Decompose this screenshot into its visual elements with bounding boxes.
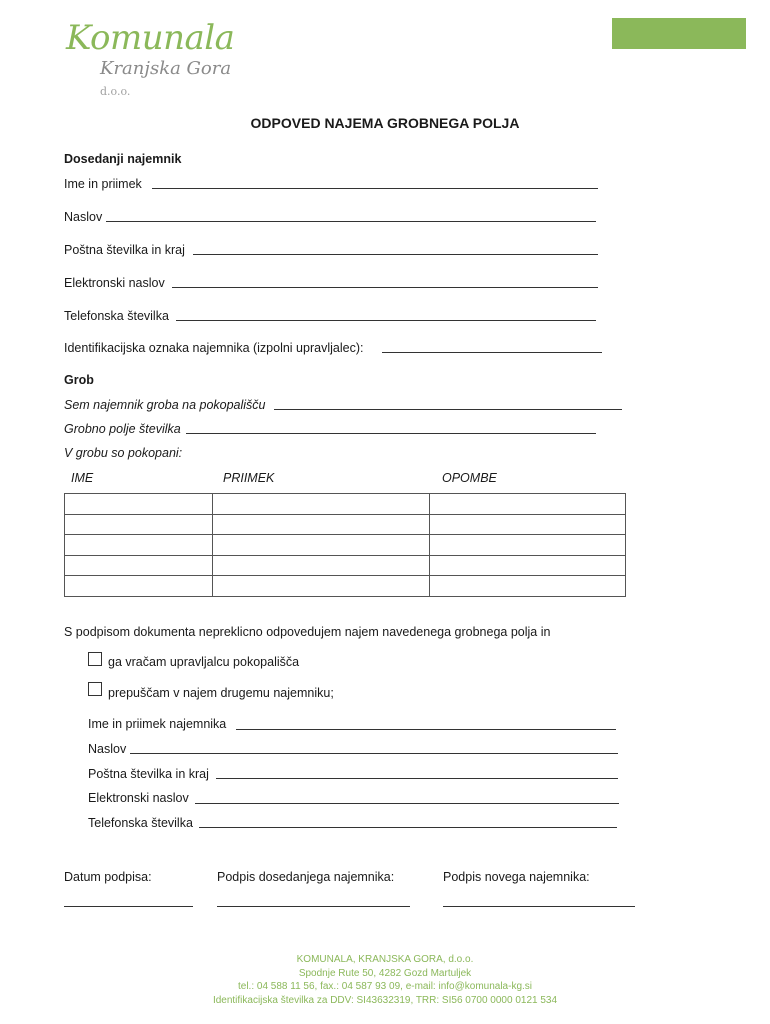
return-to-manager-checkbox[interactable] [88,652,102,666]
table-cell[interactable] [430,494,626,515]
new-field-label-address: Naslov [88,742,127,756]
field-line-tenant-id[interactable] [382,352,602,353]
footer-contact: tel.: 04 588 11 56, fax.: 04 587 93 09, e-mail: info@komunala-kg.si [237,981,533,992]
table-cell[interactable] [430,535,626,556]
new-field-line-email[interactable] [195,803,619,804]
field-label-phone: Telefonska številka [64,309,169,323]
table-cell[interactable] [65,535,213,556]
table-cell[interactable] [212,555,430,576]
option-return-label: ga vračam upravljalcu pokopališča [108,655,300,669]
field-line-address[interactable] [106,221,596,222]
table-cell[interactable] [65,514,213,535]
signature-date-line[interactable] [64,906,193,907]
new-field-line-postal[interactable] [216,778,618,779]
table-cell[interactable] [430,555,626,576]
new-field-line-address[interactable] [130,753,618,754]
section-current-tenant: Dosedanji najemnik [64,152,182,166]
field-label-address: Naslov [64,210,103,224]
statement-text: S podpisom dokumenta nepreklicno odpovedujem najem navedenega grobnega polja in [64,625,551,639]
table-cell[interactable] [212,514,430,535]
signature-current-line[interactable] [217,906,410,907]
logo-main-text: Komunala [66,18,235,58]
table-row [65,576,626,597]
footer-company-name: KOMUNALA, KRANJSKA GORA, d.o.o. [296,954,474,965]
table-row [65,555,626,576]
field-line-phone[interactable] [176,320,596,321]
table-row [65,535,626,556]
field-label-name: Ime in priimek [64,177,142,191]
signature-date-label: Datum podpisa: [64,870,152,884]
table-cell[interactable] [430,576,626,597]
field-label-buried: V grobu so pokopani: [64,446,183,460]
signature-new-label: Podpis novega najemnika: [443,870,590,884]
buried-persons-table [64,493,626,597]
table-cell[interactable] [65,494,213,515]
field-label-cemetery: Sem najemnik groba na pokopališču [64,398,266,412]
option-transfer-label: prepuščam v najem drugemu najemniku; [108,686,334,700]
field-line-postal[interactable] [193,254,598,255]
table-row [65,514,626,535]
new-field-label-name: Ime in priimek najemnika [88,717,227,731]
field-label-tenant-id: Identifikacijska oznaka najemnika (izpolni upravljalec): [64,341,364,355]
field-label-plot-number: Grobno polje številka [64,422,181,436]
table-cell[interactable] [65,555,213,576]
table-cell[interactable] [430,514,626,535]
field-line-plot-number[interactable] [186,433,596,434]
new-field-line-phone[interactable] [199,827,617,828]
header-accent-bar [612,18,746,49]
company-footer [0,953,770,1007]
field-line-cemetery[interactable] [274,409,622,410]
table-cell[interactable] [212,535,430,556]
signature-new-line[interactable] [443,906,635,907]
field-line-email[interactable] [172,287,598,288]
table-cell[interactable] [65,576,213,597]
table-header-surname: PRIIMEK [223,471,275,485]
field-label-postal: Poštna številka in kraj [64,243,185,257]
footer-address: Spodnje Rute 50, 4282 Gozd Martuljek [298,967,472,979]
table-header-name: IME [71,471,94,485]
footer-tax-info: Identifikacijska številka za DDV: SI43632319, TRR: SI56 0700 0000 0121 534 [212,994,558,1006]
field-line-name[interactable] [152,188,598,189]
new-field-label-postal: Poštna številka in kraj [88,767,209,781]
company-logo [66,18,266,98]
new-field-label-phone: Telefonska številka [88,816,193,830]
section-grave: Grob [64,373,94,387]
signature-current-label: Podpis dosedanjega najemnika: [217,870,395,884]
document-title: ODPOVED NAJEMA GROBNEGA POLJA [250,115,520,131]
logo-sub-text: Kranjska Gora d.o.o. [100,58,232,98]
table-cell[interactable] [212,494,430,515]
field-label-email: Elektronski naslov [64,276,165,290]
transfer-to-new-tenant-checkbox[interactable] [88,682,102,696]
table-cell[interactable] [212,576,430,597]
table-header-notes: OPOMBE [442,471,497,485]
new-field-line-name[interactable] [236,729,616,730]
table-row [65,494,626,515]
new-field-label-email: Elektronski naslov [88,791,189,805]
